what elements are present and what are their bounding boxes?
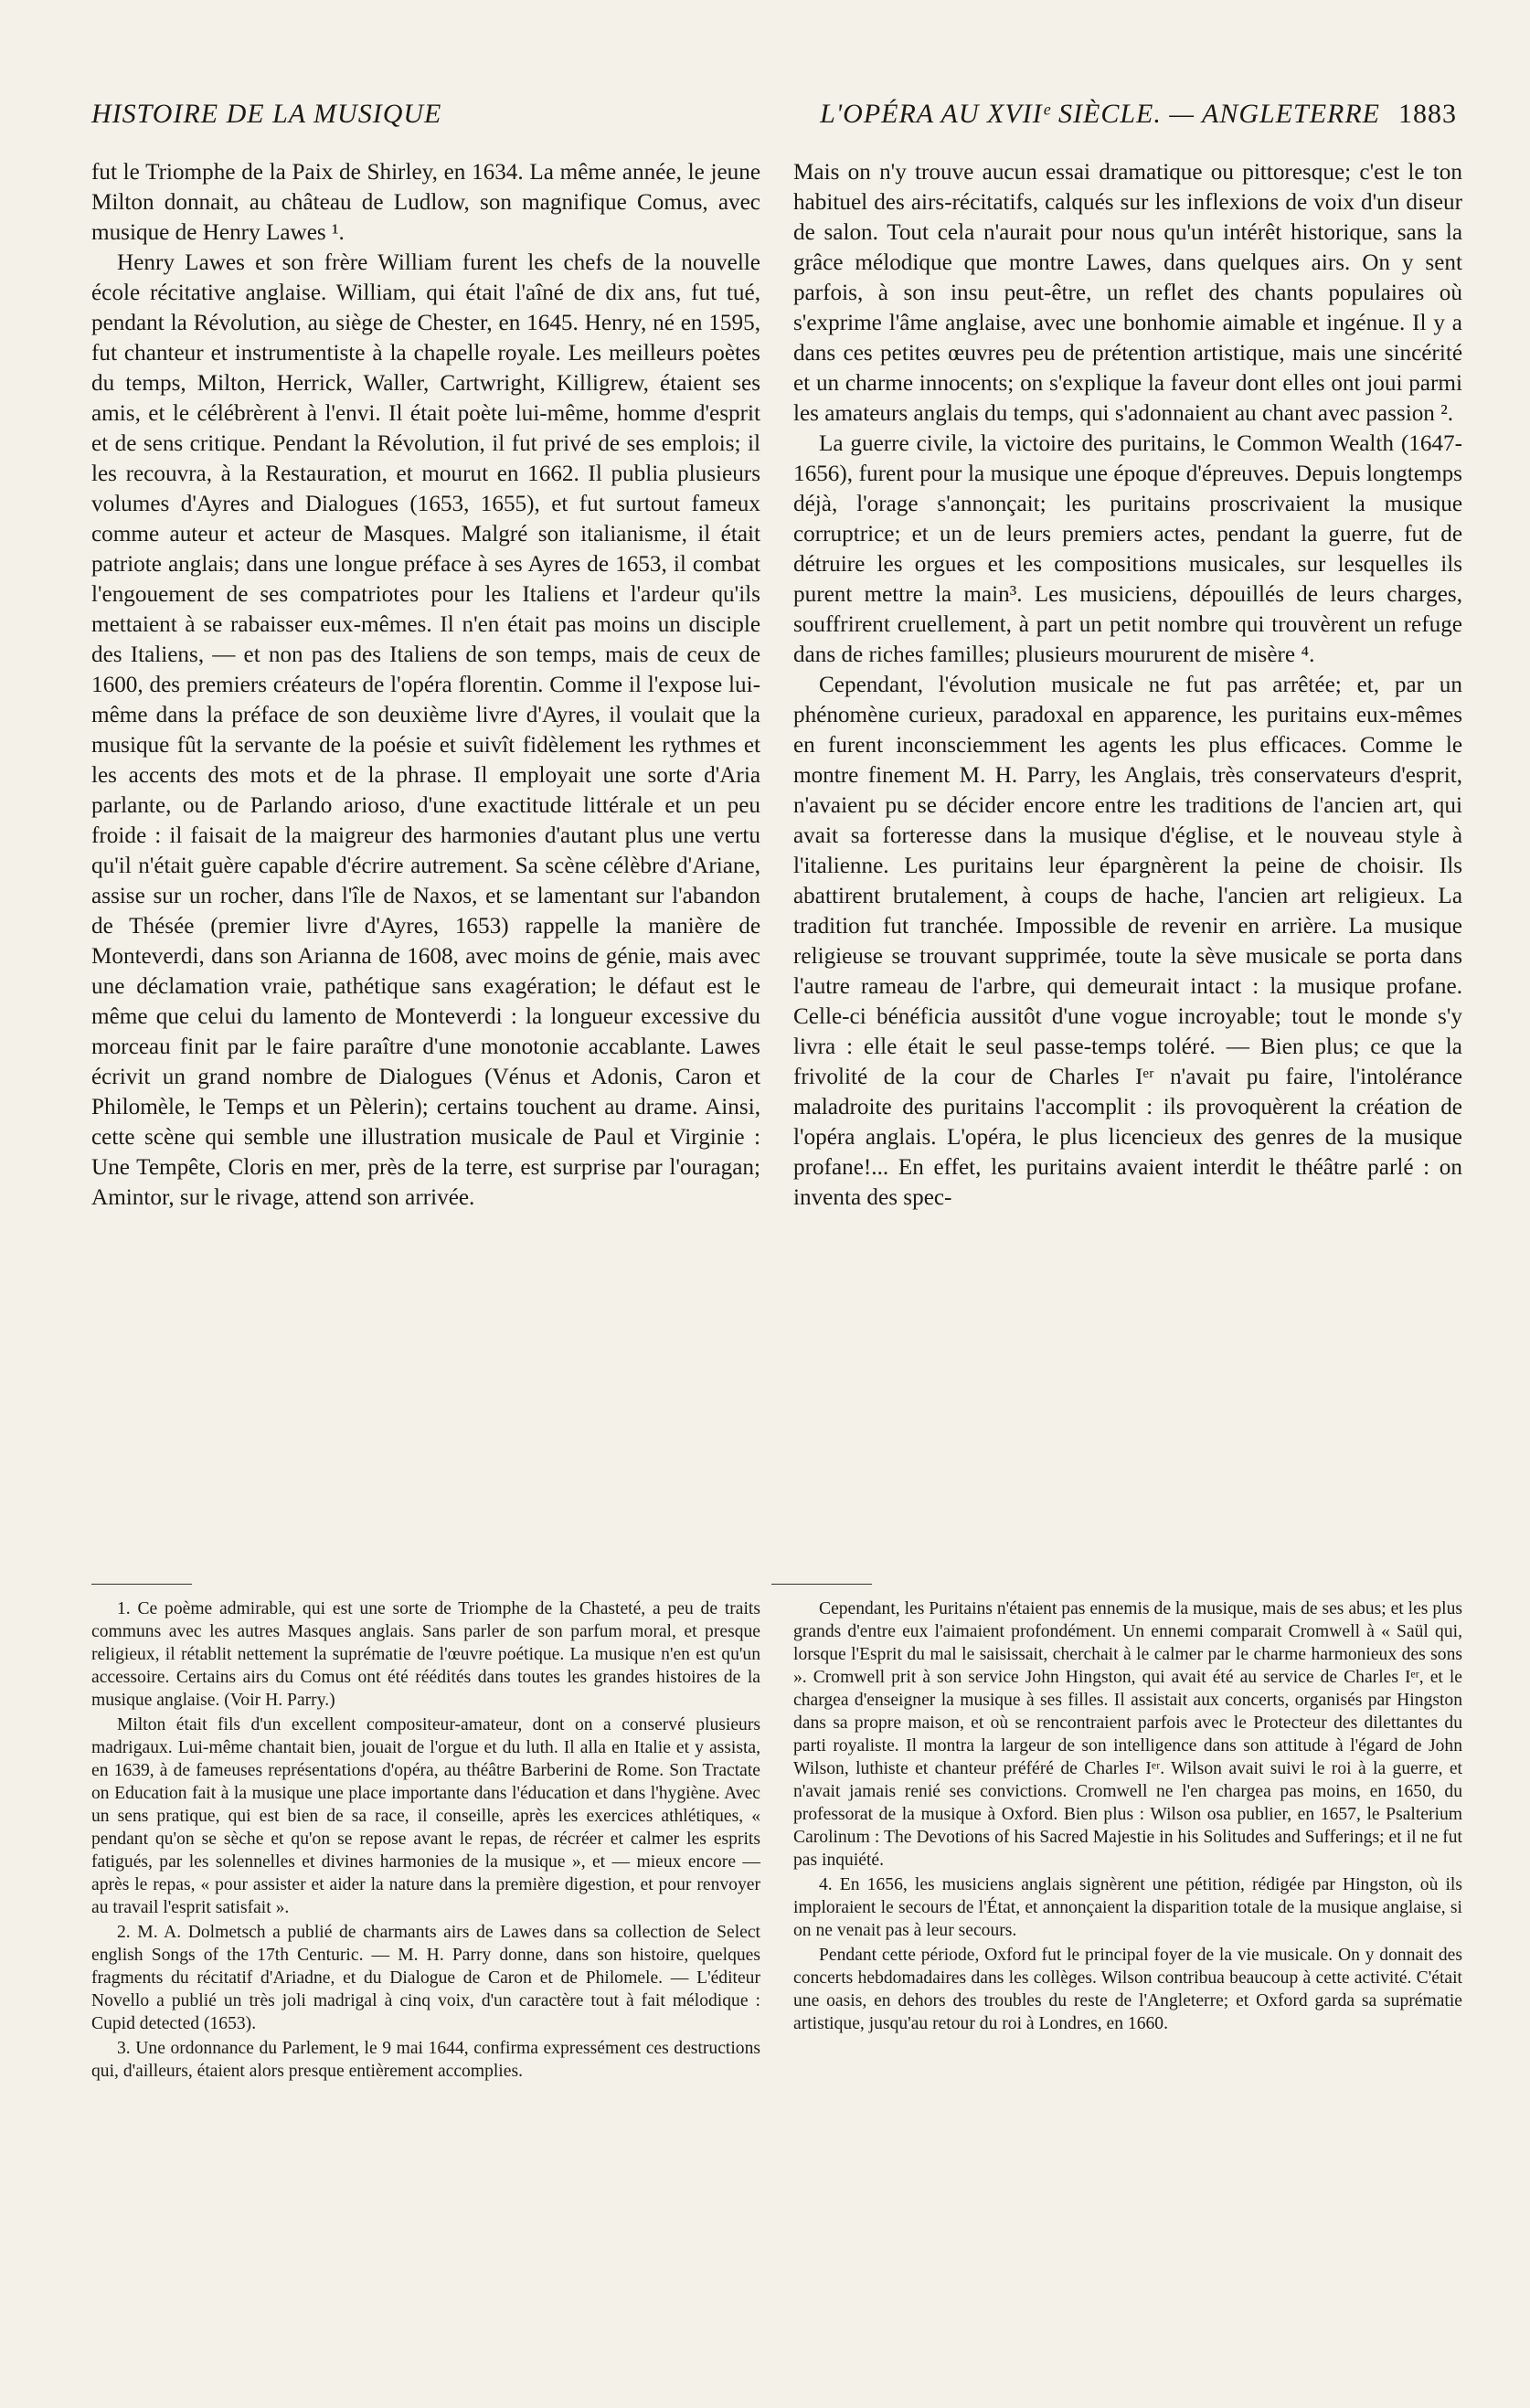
- header-right-group: [820, 99, 1457, 130]
- footnotes-right-column: [793, 1597, 1462, 2084]
- paragraph: Cependant, l'évolution musicale ne fut pas arrêtée; et, par un phénomène curieux, paradoxal en apparence, les puritains eux-mêmes en furent inconsciemment les agents les plus efficaces. Comme le montre finement M. H. Parry, les Anglais, très conservateurs d'esprit, n'avaient pu se décider encore entre les traditions de l'ancien art, qui avait sa forteresse dans la musique d'église, et le nouveau style à l'italienne. Les puritains leur épargnèrent la peine de choisir. Ils abattirent brutalement, à coups de hache, l'ancien art religieux. La tradition fut tranchée. Impossible de revenir en arrière. La musique religieuse se trouvant supprimée, toute la sève musicale se porta dans l'autre rameau de l'arbre, qui demeurait intact : la musique profane. Celle-ci bénéficia aussitôt d'une vogue incroyable; tout le monde s'y livra : elle était le seul passe-temps toléré. — Bien plus; ce que la frivolité de la cour de Charles Iᵉʳ n'avait pu faire, l'intolérance maladroite des puritains l'accomplit : ils provoquèrent la création de l'opéra anglais. L'opéra, le plus licencieux des genres de la musique profane!... En effet, les puritains avaient interdit le théâtre parlé : on inventa des spec-: [793, 673, 1462, 1210]
- main-text: [91, 157, 1462, 1213]
- footnotes-left-column: [91, 1597, 760, 2084]
- footnote: 2. M. A. Dolmetsch a publié de charmants airs de Lawes dans sa collection de Select english Songs of the 17th Centuric. — M. H. Parry donne, dans son histoire, quelques fragments du récitatif d'Ariadne, et du Dialogue de Caron et de Philomele. — L'éditeur Novello a publié un très joli madrigal à cinq voix, d'un caractère tout à fait mélodique : Cupid detected (1653).: [91, 1923, 760, 2033]
- page-number: 1883: [1398, 99, 1457, 129]
- right-column: [793, 157, 1462, 1213]
- footnote: Milton était fils d'un excellent compositeur-amateur, dont on a conservé plusieurs madrigaux. Lui-même chantait bien, jouait de l'orgue et du luth. Il alla en Italie et y assista, en 1639, à de fameuses représentations d'opéra, au théâtre Barberini de Rome. Son Tractate on Education fait à la musique une place importante dans l'éducation et dans l'hygiène. Avec un sens pratique, qui est bien de sa race, il conseille, après les exercices athlétiques, « pendant qu'on se sèche et qu'on se repose avant le repas, de récréer et calmer les esprits fatigués, par les solennelles et divines harmonies de la musique », et — mieux encore — après le repas, « pour assister et aider la nature dans la première digestion, et pour renvoyer au travail l'esprit satisfait ».: [91, 1715, 760, 1917]
- header-right-title: L'OPÉRA AU XVIIᵉ SIÈCLE. — ANGLETERRE: [820, 99, 1380, 129]
- footnote-separator-left: [91, 1584, 192, 1585]
- paragraph: Mais on n'y trouve aucun essai dramatique ou pittoresque; c'est le ton habituel des airs-récitatifs, calqués sur les inflexions de voix d'un diseur de salon. Tout cela n'aurait pour nous qu'un intérêt historique, sans la grâce mélodique que montre Lawes, dans quelques airs. On y sent parfois, à son insu peut-être, un reflet des chants populaires où s'exprime l'âme anglaise, avec une bonhomie aimable et ingénue. Il y a dans ces petites œuvres peu de prétention artistique, mais une sincérité et un charme innocents; on s'explique la faveur dont elles ont joui parmi les amateurs anglais du temps, qui s'adonnaient au chant avec passion ².: [793, 160, 1462, 426]
- footnote: 4. En 1656, les musiciens anglais signèrent une pétition, rédigée par Hingston, où ils imploraient le secours de l'État, et annonçaient la disparition totale de la musique anglaise, si on ne venait pas à leur secours.: [793, 1875, 1462, 1940]
- footnotes: [91, 1597, 1462, 2084]
- footnote-separator-right: [771, 1584, 872, 1585]
- left-column: [91, 157, 760, 1213]
- paragraph: fut le Triomphe de la Paix de Shirley, en 1634. La même année, le jeune Milton donnait, au château de Ludlow, son magnifique Comus, avec musique de Henry Lawes ¹.: [91, 160, 760, 245]
- footnote: Cependant, les Puritains n'étaient pas ennemis de la musique, mais de ses abus; et les plus grands d'entre eux l'aimaient profondément. Un ennemi comparait Cromwell à « Saül qui, lorsque l'Esprit du mal le saisissait, cherchait à le calmer par le charme harmonieux des sons ». Cromwell prit à son service John Hingston, qui avait été au service de Charles Iᵉʳ, et le chargea d'enseigner la musique à ses filles. Il assistait aux concerts, organisés par Hingston dans sa propre maison, et où se rencontraient parfois avec le Protecteur des dilettantes du parti royaliste. Il montra la largeur de son intelligence dans son attitude à l'égard de John Wilson, luthiste et chanteur préféré de Charles Iᵉʳ. Wilson avait suivi le roi à la guerre, et n'avait jamais renié ses convictions. Cromwell ne l'en chargea pas moins, en 1650, du professorat de la musique à Oxford. Bien plus : Wilson osa publier, en 1657, le Psalterium Carolinum : The Devotions of his Sacred Majestie in his Solitudes and Sufferings; et il ne fut pas inquiété.: [793, 1599, 1462, 1870]
- footnote: 3. Une ordonnance du Parlement, le 9 mai 1644, confirma expressément ces destructions qui, d'ailleurs, étaient alors presque entièrement accomplies.: [91, 2039, 760, 2081]
- paragraph: Henry Lawes et son frère William furent les chefs de la nouvelle école récitative anglaise. William, qui était l'aîné de dix ans, fut tué, pendant la Révolution, au siège de Chester, en 1645. Henry, né en 1595, fut chanteur et instrumentiste à la chapelle royale. Les meilleurs poètes du temps, Milton, Herrick, Waller, Cartwright, Killigrew, étaient ses amis, et le célébrèrent à l'envi. Il était poète lui-même, homme d'esprit et de sens critique. Pendant la Révolution, il fut privé de ses emplois; il les recouvra, à la Restauration, et mourut en 1662. Il publia plusieurs volumes d'Ayres and Dialogues (1653, 1655), et fut surtout fameux comme auteur et acteur de Masques. Malgré son italianisme, il était patriote anglais; dans une longue préface à ses Ayres de 1653, il combat l'engouement de ses compatriotes pour les Italiens et l'ardeur qu'ils mettaient à se rabaisser eux-mêmes. Il n'en était pas moins un disciple des Italiens, — et non pas des Italiens de son temps, mais de ceux de 1600, des premiers créateurs de l'opéra florentin. Comme il l'expose lui-même dans la préface de son deuxième livre d'Ayres, il voulait que la musique fût la servante de la poésie et suivît fidèlement les rythmes et les accents des mots et de la phrase. Il employait une sorte d'Aria parlante, ou de Parlando arioso, d'une exactitude littérale et un peu froide : il faisait de la maigreur des harmonies d'autant plus une vertu qu'il n'était guère capable d'écrire autrement. Sa scène célèbre d'Ariane, assise sur un rocher, dans l'île de Naxos, et se lamentant sur l'abandon de Thésée (premier livre d'Ayres, 1653) rappelle la manière de Monteverdi, dans son Arianna de 1608, avec moins de génie, mais avec une déclamation vraie, pathétique sans exagération; le défaut est le même que celui du lamento de Monteverdi : la longueur excessive du morceau finit par le faire paraître d'une monotonie accablante. Lawes écrivit un grand nombre de Dialogues (Vénus et Adonis, Caron et Philomèle, le Temps et un Pèlerin); certains touchent au drame. Ainsi, cette scène qui semble une illustration musicale de Paul et Virginie : Une Tempête, Cloris en mer, près de la terre, est surprise par l'ouragan; Amintor, sur le rivage, attend son arrivée.: [91, 250, 760, 1210]
- running-header: [91, 99, 1457, 130]
- footnote: 1. Ce poème admirable, qui est une sorte de Triomphe de la Chasteté, a peu de traits communs avec les autres Masques anglais. Sans parler de son parfum moral, et presque religieux, il rétablit nettement la suprématie de l'œuvre poétique. La musique n'en est qu'un accessoire. Certains airs du Comus ont été réédités dans toutes les grandes histoires de la musique anglaise. (Voir H. Parry.): [91, 1599, 760, 1710]
- header-left-title: HISTOIRE DE LA MUSIQUE: [91, 99, 442, 129]
- paragraph: La guerre civile, la victoire des puritains, le Common Wealth (1647-1656), furent pour la musique une époque d'épreuves. Depuis longtemps déjà, l'orage s'annonçait; les puritains proscrivaient la musique corruptrice; et un de leurs premiers actes, pendant la guerre, fut de détruire les orgues et les compositions musicales, sur lesquelles ils purent mettre la main³. Les musiciens, dépouillés de leurs charges, souffrirent cruellement, à part un petit nombre qui trouvèrent un refuge dans de riches familles; plusieurs moururent de misère ⁴.: [793, 431, 1462, 667]
- footnote: Pendant cette période, Oxford fut le principal foyer de la vie musicale. On y donnait des concerts hebdomadaires dans les collèges. Wilson contribua beaucoup à cette activité. C'était une oasis, en dehors des troubles du reste de l'Angleterre; et Oxford garda sa suprématie artistique, jusqu'au retour du roi à Londres, en 1660.: [793, 1946, 1462, 2033]
